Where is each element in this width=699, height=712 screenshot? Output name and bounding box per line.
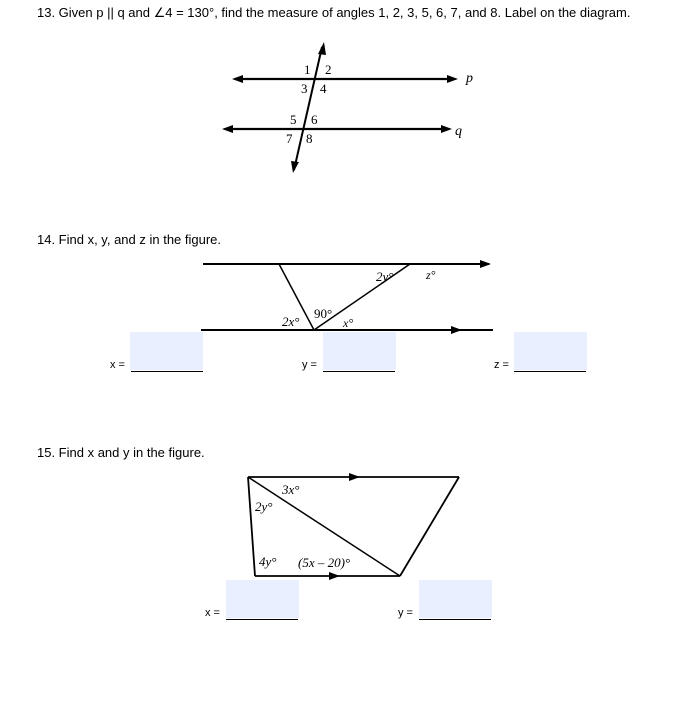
angle-5-label: 5	[290, 112, 297, 127]
q14-angle-z: z°	[426, 268, 436, 282]
q14-angle-2y: 2y°	[376, 269, 394, 284]
angle-1-label: 1	[304, 62, 311, 77]
q15-y-underline	[419, 619, 491, 620]
q15-x-answer-input[interactable]	[226, 580, 299, 618]
q15-y-answer-input[interactable]	[419, 580, 492, 618]
q15-x-label: x =	[205, 607, 220, 619]
q14-angle-2x: 2x°	[282, 314, 300, 329]
angle-7-label: 7	[286, 131, 293, 146]
q14-x-label: x =	[110, 359, 125, 371]
question-15-text: 15. Find x and y in the figure.	[37, 445, 205, 460]
q14-angle-x: x°	[343, 316, 354, 330]
q15-angle-4y: 4y°	[259, 554, 277, 569]
q14-y-label: y =	[302, 359, 317, 371]
angle-3-label: 3	[301, 81, 308, 96]
question-14-text: 14. Find x, y, and z in the figure.	[37, 232, 222, 247]
q15-y-label: y =	[398, 607, 413, 619]
angle-6-label: 6	[311, 112, 318, 127]
q14-angle-90: 90°	[314, 306, 333, 321]
angle-4-label: 4	[320, 81, 327, 96]
question-13-text: 13. Given p || q and ∠4 = 130°, find the measure of angles 1, 2, 3, 5, 6, 7, and 8. Label on the diagram.	[37, 5, 631, 20]
q15-x-underline	[226, 619, 298, 620]
line-p-label: p	[466, 71, 473, 86]
angle-2-label: 2	[325, 62, 332, 77]
q15-angle-2y: 2y°	[255, 499, 273, 514]
q15-angle-3x: 3x°	[282, 482, 300, 497]
q15-angle-5x-20: (5x – 20)°	[298, 555, 351, 570]
line-q-label: q	[455, 124, 462, 139]
q14-z-label: z =	[494, 359, 509, 371]
angle-8-label: 8	[306, 131, 313, 146]
